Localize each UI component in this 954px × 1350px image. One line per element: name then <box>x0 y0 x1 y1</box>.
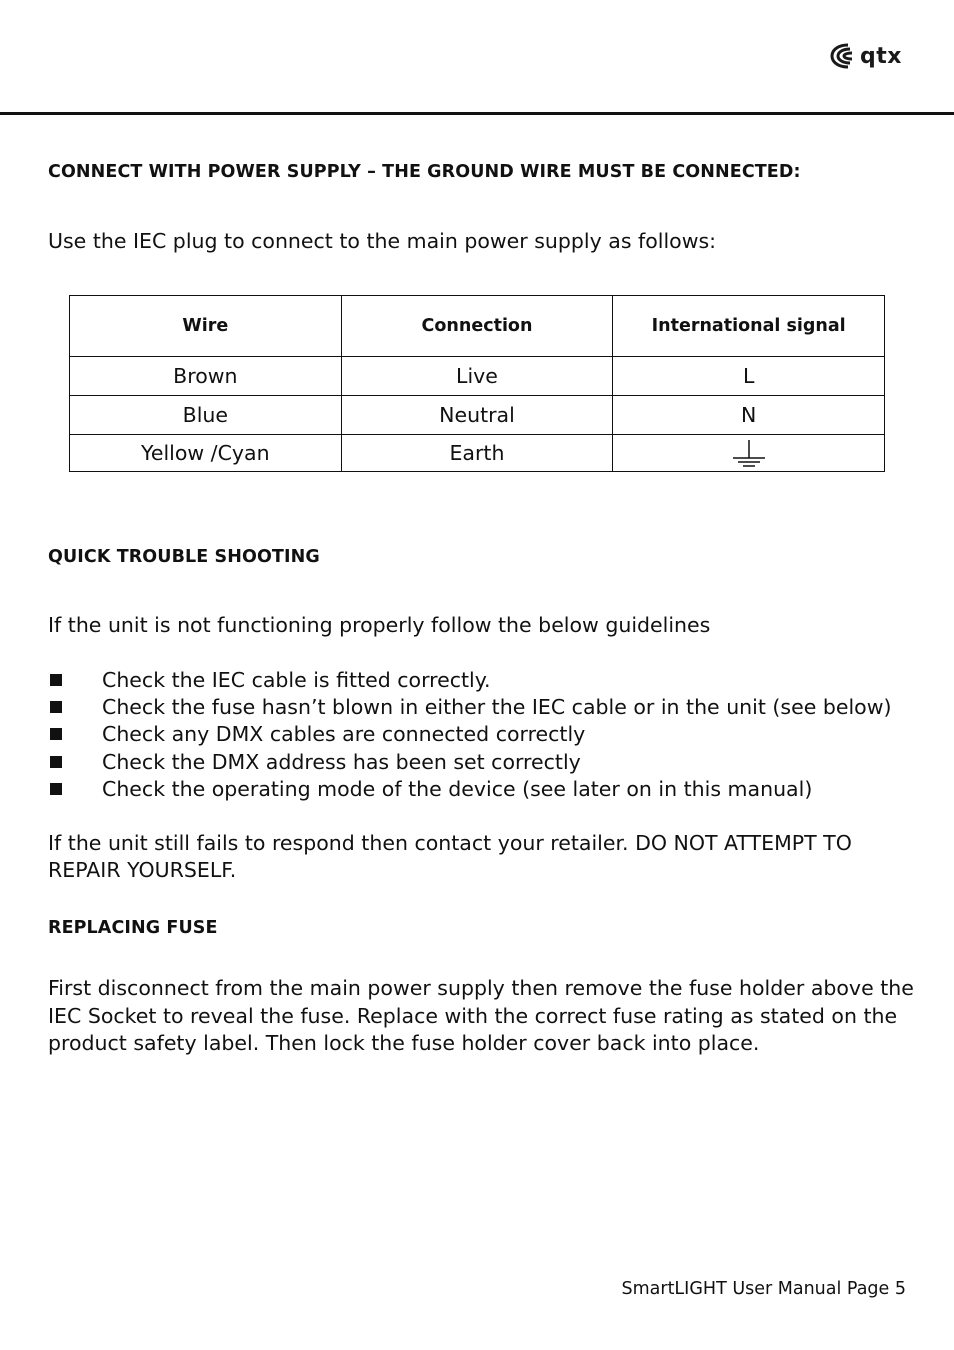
logo-text: qtx <box>860 43 902 69</box>
square-bullet-icon <box>50 701 62 713</box>
square-bullet-icon <box>50 783 62 795</box>
power-intro: Use the IEC plug to connect to the main power supply as follows: <box>48 229 717 253</box>
cell-signal <box>613 435 885 472</box>
fuse-line-1: First disconnect from the main power supply then remove the fuse holder above the <box>48 976 914 1000</box>
wiring-table <box>69 295 885 472</box>
section-heading-troubleshooting: QUICK TROUBLE SHOOTING <box>48 547 320 567</box>
page-footer: SmartLIGHT User Manual Page 5 <box>621 1279 906 1299</box>
list-item-text: Check any DMX cables are connected correctly <box>102 722 586 747</box>
header-international-signal: International signal <box>613 296 885 357</box>
square-bullet-icon <box>50 674 62 686</box>
list-item <box>48 666 891 693</box>
list-item-text: Check the operating mode of the device (see later on in this manual) <box>102 776 813 801</box>
section-heading-power: CONNECT WITH POWER SUPPLY – THE GROUND WIRE MUST BE CONNECTED: <box>48 162 801 182</box>
list-item-text: Check the fuse hasn’t blown in either the IEC cable or in the unit (see below) <box>102 694 892 719</box>
troubleshooting-list <box>48 666 891 802</box>
list-item <box>48 721 891 748</box>
list-item <box>48 748 891 775</box>
qtx-wave-logo <box>826 41 858 71</box>
table-row <box>70 435 885 472</box>
list-item-text: Check the DMX address has been set correctly <box>102 749 581 774</box>
table-row <box>70 357 885 396</box>
troubleshooting-intro: If the unit is not functioning properly follow the below guidelines <box>48 613 711 637</box>
cell-wire: Blue <box>70 396 342 435</box>
troubleshooting-closing-line-1: If the unit still fails to respond then contact your retailer. DO NOT ATTEMPT TO <box>48 831 852 855</box>
cell-wire: Brown <box>70 357 342 396</box>
list-item <box>48 693 891 720</box>
table-header-row <box>70 296 885 357</box>
ground-symbol-icon <box>729 438 769 468</box>
header-divider <box>0 112 954 115</box>
square-bullet-icon <box>50 756 62 768</box>
cell-signal: L <box>613 357 885 396</box>
header-wire: Wire <box>70 296 342 357</box>
section-heading-fuse: REPLACING FUSE <box>48 918 218 938</box>
cell-connection: Neutral <box>341 396 613 435</box>
list-item <box>48 775 891 802</box>
header-connection: Connection <box>341 296 613 357</box>
square-bullet-icon <box>50 728 62 740</box>
cell-signal: N <box>613 396 885 435</box>
brand-logo <box>826 38 902 74</box>
table-row <box>70 396 885 435</box>
cell-connection: Live <box>341 357 613 396</box>
fuse-line-2: IEC Socket to reveal the fuse. Replace with the correct fuse rating as stated on the <box>48 1004 898 1028</box>
troubleshooting-closing-line-2: REPAIR YOURSELF. <box>48 858 237 882</box>
fuse-line-3: product safety label. Then lock the fuse holder cover back into place. <box>48 1031 760 1055</box>
cell-wire: Yellow /Cyan <box>70 435 342 472</box>
list-item-text: Check the IEC cable is fitted correctly. <box>102 667 491 692</box>
cell-connection: Earth <box>341 435 613 472</box>
